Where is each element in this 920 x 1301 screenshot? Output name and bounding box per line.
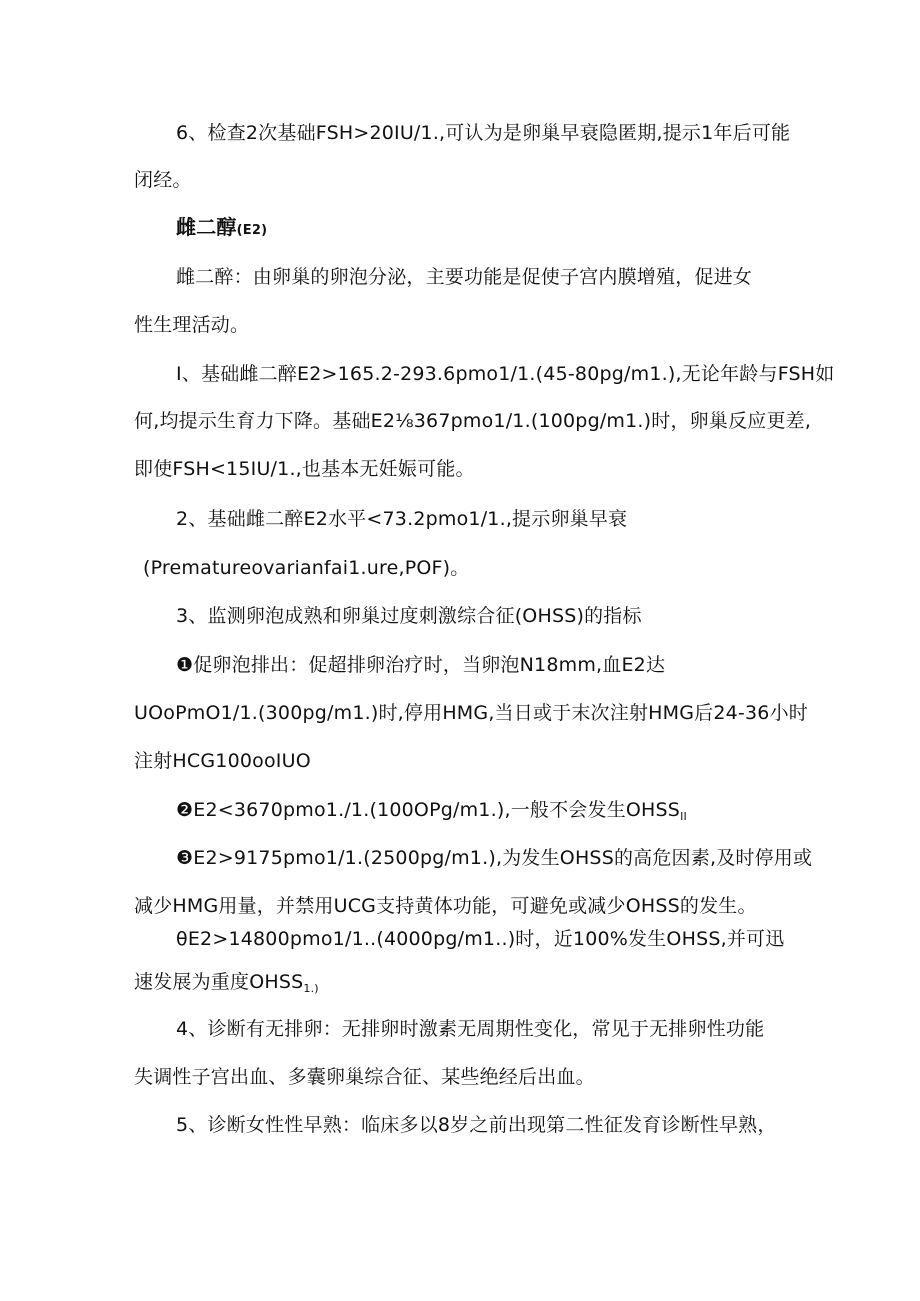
bullet-2-line-1 xyxy=(176,797,687,830)
point-5-line-1: 5、诊断女性性早熟：临床多以8岁之前出现第二性征发育诊断性早熟， xyxy=(176,1114,777,1136)
bullet-3-line-2: 减少HMG用量，并禁用UCG支持黄体功能，可避免或减少OHSS的发生。 xyxy=(134,895,757,917)
point-4-line-1: 4、诊断有无排卵：无排卵时激素无周期性变化，常见于无排卵性功能 xyxy=(176,1018,765,1040)
bullet-3-line-1: ❸E2>9175pmo1∕1.(2500pg∕m1.),为发生OHSS的高危因素,及时停用或 xyxy=(176,847,813,869)
bullet-4-text: 速发展为重度OHSS xyxy=(134,971,304,993)
bullet-1-line-2: UOoPmO1∕1.(300pg∕m1.)时,停用HMG,当日或于末次注射HMG后24-36小时 xyxy=(134,702,808,724)
point-1-line-1: I、基础雌二醉E2>165.2-293.6pmo1∕1.(45-80pg∕m1.),无论年龄与FSH如 xyxy=(176,363,835,385)
point-4-line-2: 失调性子宫出血、多囊卵巢综合征、某些绝经后出血。 xyxy=(134,1066,595,1088)
point-1-line-2: 何,均提示生育力下降。基础E2⅛367pmo1∕1.(100pg∕m1.)时，卵巢反应更差, xyxy=(134,410,812,432)
item-6-line-2: 闭经。 xyxy=(134,169,192,191)
bullet-4-line-1: θE2>14800pmo1∕1..(4000pg∕m1..)时，近100%发生OHSS,并可迅 xyxy=(176,928,785,950)
bullet-1-line-1: ❶促卵泡排出：促超排卵治疗时，当卵泡N18mm,血E2达 xyxy=(176,654,666,676)
intro-line-2: 性生理活动。 xyxy=(134,314,250,336)
bullet-2-text: ❷E2<3670pmo1./1.(100OPg∕m1.),一般不会发生OHSS xyxy=(176,799,681,821)
bullet-4-line-2 xyxy=(134,969,319,1002)
section-heading-title: 雌二醇 xyxy=(176,215,237,239)
bullet-2-suffix: II xyxy=(680,810,687,823)
intro-line-1: 雌二醉：由卵巢的卵泡分泌，主要功能是促使子宫内膜增殖，促进女 xyxy=(176,266,753,288)
point-2-line-2: (Prematureovarianfai1.ure,POF)。 xyxy=(143,557,470,579)
bullet-4-suffix: 1.) xyxy=(303,982,319,995)
item-6-line-1: 6、检查2次基础FSH>20IU∕1.,可认为是卵巢早衰隐匿期,提示1年后可能 xyxy=(176,122,791,144)
section-heading xyxy=(176,214,267,244)
point-1-line-3: 即使FSH<15IU∕1.,也基本无妊娠可能。 xyxy=(134,458,475,480)
section-heading-tag: (E2) xyxy=(236,223,268,238)
bullet-1-line-3: 注射HCG100ooIUO xyxy=(134,750,311,772)
point-2-line-1: 2、基础雌二醉E2水平<73.2pmo1∕1.,提示卵巢早衰 xyxy=(176,508,628,530)
point-3-line-1: 3、监测卵泡成熟和卵巢过度刺激综合征(OHSS)的指标 xyxy=(176,605,642,627)
